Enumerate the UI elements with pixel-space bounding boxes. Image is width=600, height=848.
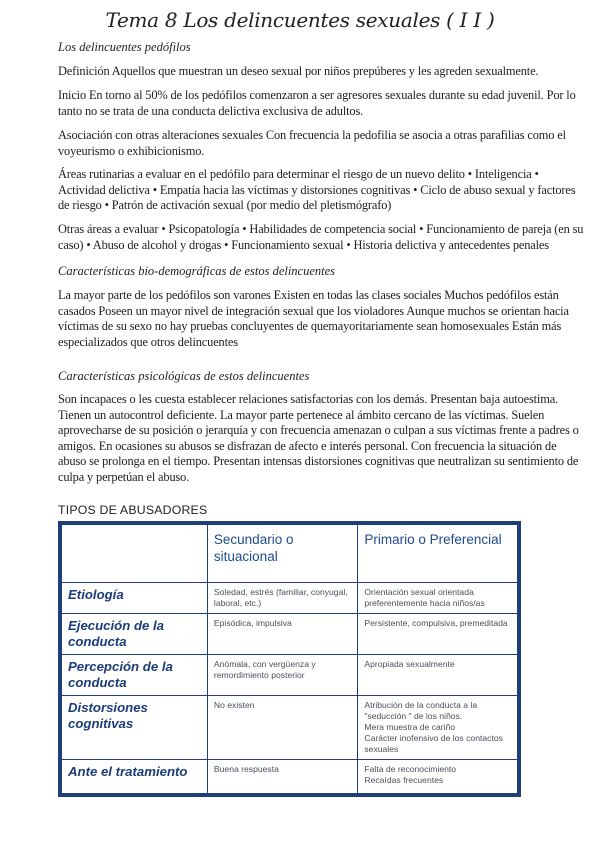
cell-primario: Apropiada sexualmente (358, 655, 518, 696)
cell-secundario: Buena respuesta (207, 760, 357, 794)
row-label: Ante el tratamiento (62, 760, 208, 794)
paragraph-asociacion: Asociación con otras alteraciones sexuales Con frecuencia la pedofilia se asocia a otras parafilias como el voyeurismo o exhibicionismo. (58, 128, 566, 158)
cell-primario: Orientación sexual orientada preferentemente hacia niños/as (358, 583, 518, 614)
row-label: Distorsiones cognitivas (62, 696, 208, 760)
cell-secundario: Anómala, con vergüenza y remordimiento posterior (207, 655, 357, 696)
header-secundario: Secundario o situacional (207, 525, 357, 583)
paragraph-bio-demograficas: La mayor parte de los pedófilos son varones Existen en todas las clases sociales Muchos pedófilos están casados Poseen un mayor nivel de integración sexual que los violadores Aunque muchos se orientan hacia víctimas de su sexo no hay pruebas concluyentes de quemayoritariamente sean homosexuales Están más especializados que otros delincuentes (58, 288, 569, 349)
abusers-table (58, 521, 521, 797)
paragraph-inicio: Inicio En torno al 50% de los pedófilos comenzaron a ser agresores sexuales durante su edad juvenil. Por lo tanto no se trata de una conducta delictiva exclusiva de adultos. (58, 88, 576, 118)
section-heading-bio-demograficas: Características bio-demográficas de estos delincuentes (58, 264, 336, 278)
paragraph-psicologicas: Son incapaces o les cuesta establecer relaciones satisfactorias con los demás. Presentan baja autoestima. Tienen un autocontrol deficiente. La mayor parte pertenece al ámbito cercano de las víctimas. Suelen aprovecharse de su posición o jerarquía y con frecuencia amenazan o culpan a sus víctimas frente a padres o amigos. En ocasiones su abusos se disfrazan de afecto e interés personal. Con frecuencia la situación de abuso se prolonga en el tiempo. Presentan intensas distorsiones cognitivas que neutralizan su sentimiento de culpa y perpetúan el abuso. (58, 392, 579, 484)
row-label: Ejecución de la conducta (62, 614, 208, 655)
table-row (62, 696, 518, 760)
paragraph-definicion: Definición Aquellos que muestran un deseo sexual por niños prepúberes y les agreden sexualmente. (58, 64, 539, 78)
cell-secundario: Episódica, impulsiva (207, 614, 357, 655)
cell-secundario: No existen (207, 696, 357, 760)
table-row (62, 760, 518, 794)
cell-primario: Persistente, compulsiva, premeditada (358, 614, 518, 655)
row-label: Etiología (62, 583, 208, 614)
header-primario: Primario o Preferencial (358, 525, 518, 583)
table-corner (62, 525, 208, 583)
cell-secundario: Soledad, estrés (familiar, conyugal, laboral, etc.) (207, 583, 357, 614)
cell-primario: Falta de reconocimiento Recaídas frecuentes (358, 760, 518, 794)
table-row (62, 614, 518, 655)
table-row (62, 655, 518, 696)
cell-primario: Atribución de la conducta a la "seducción " de los niños. Mera muestra de cariño Carácter inofensivo de los contactos sexuales (358, 696, 518, 760)
tipos-abusadores-heading: TIPOS DE ABUSADORES (58, 503, 208, 517)
row-label: Percepción de la conducta (62, 655, 208, 696)
paragraph-otras-areas: Otras áreas a evaluar • Psicopatología • Habilidades de competencia social • Funcionamiento de pareja (en su caso) • Abuso de alcohol y drogas • Funcionamiento sexual • Historia delictiva y antecedentes penales (58, 222, 584, 252)
section-heading-psicologicas: Características psicológicas de estos delincuentes (58, 369, 310, 383)
table-row (62, 583, 518, 614)
section-heading-pedofilos: Los delincuentes pedófilos (58, 40, 191, 54)
page-title: Tema 8 Los delincuentes sexuales ( I I ) (105, 8, 495, 32)
paragraph-areas-rutinarias: Áreas rutinarias a evaluar en el pedófilo para determinar el riesgo de un nuevo delito • Inteligencia • Actividad delictiva • Empatía hacia las víctimas y distorsiones cognitivas • Ciclo de abuso sexual y factores de riesgo • Patrón de activación sexual (por medio del pletismógrafo) (58, 167, 576, 213)
